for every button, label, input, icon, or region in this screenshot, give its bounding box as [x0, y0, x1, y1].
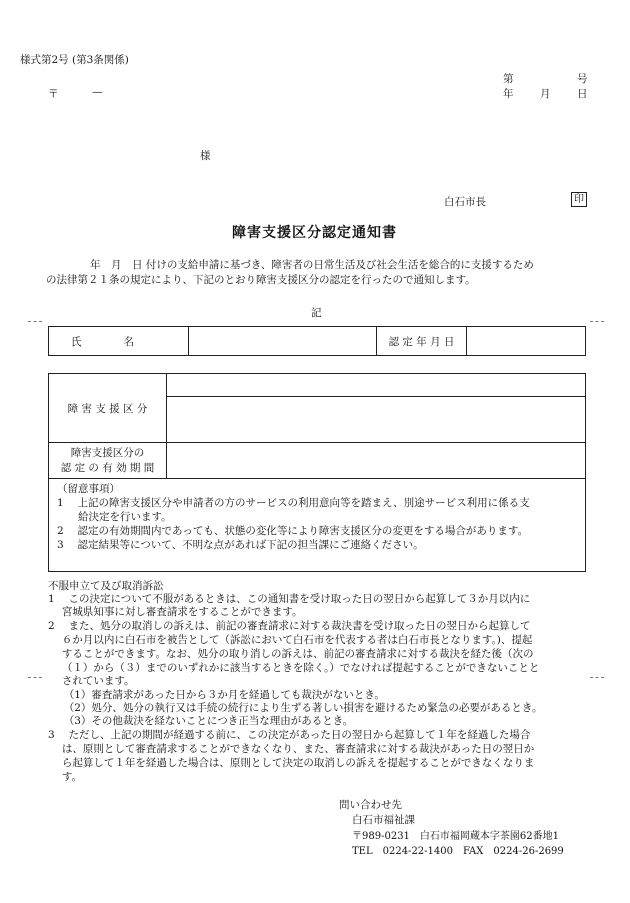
name-label: 氏 名: [49, 327, 189, 356]
date-year: 年: [503, 88, 514, 100]
contact-heading: 問い合わせ先: [339, 799, 402, 811]
fold-mark-left-bottom: [28, 677, 42, 678]
name-table: [48, 326, 586, 356]
objection-line-6: （１）から（３）までのいずれかに該当するときを除く。）でなければ提起することができないことと: [48, 662, 540, 674]
objection-line-1: 1 この決定について不服があるときは、この通知書を受け取った日の翌日から起算して３か月以内に: [48, 593, 531, 605]
objection-line-11: 3 ただし、上記の期間が経過する前に、この決定があった日の翌日から起算して１年を経過した場合: [48, 729, 531, 741]
valid-period-label: [49, 443, 167, 479]
contact-dept: 白石市福祉課: [352, 814, 415, 826]
main-table: [48, 373, 586, 479]
doc-number-go: 号: [577, 73, 588, 85]
fold-mark-right-top: [590, 321, 604, 322]
objection-heading: 不服申立て及び取消訴訟: [48, 580, 164, 592]
objection-line-14: す。: [48, 771, 82, 783]
seal-box: 印: [571, 192, 587, 207]
intro-line-2: の法律第２１条の規定により、下記のとおり障害支援区分の認定を行ったので通知します。: [46, 274, 476, 286]
postal-mark: 〒: [48, 88, 59, 100]
objection-line-4: ６か月以内に白石市を被告として（訴訟において白石市を代表する者は白石市長となります。)、提起: [48, 634, 533, 646]
objection-line-5: することができます。なお、処分の取り消しの訴えは、前記の審査請求に対する裁決を経た後（次の: [48, 648, 534, 660]
cert-date-label: 認 定 年 月 日: [377, 327, 467, 356]
doc-number-dai: 第: [503, 73, 514, 85]
valid-period-label-line-2: 認 定 の 有 効 期 間: [60, 461, 155, 474]
postal-dash: —: [92, 86, 103, 98]
date-month: 月: [540, 88, 551, 100]
objection-line-10: （3）その他裁決を経ないことにつき正当な理由があるとき。: [48, 715, 354, 727]
form-number: 様式第2号 (第3条関係): [20, 54, 129, 66]
support-category-value-2[interactable]: [167, 397, 586, 443]
notes-line-4: 3 認定結果等について、不明な点があれば下記の担当課にご連絡ください。: [57, 539, 424, 551]
notes-line-1: 1 上記の障害支援区分や申請者の方のサービスの利用意向等を踏まえ、別途サービス利用に係る支: [57, 497, 530, 509]
support-category-label: 障 害 支 援 区 分: [49, 374, 167, 443]
objection-line-8: （1）審査請求があった日から３か月を経過しても裁決がないとき。: [48, 689, 385, 701]
fold-mark-left-top: [28, 321, 42, 322]
cert-date-value-cell[interactable]: [467, 327, 586, 356]
fold-mark-right-bottom: [590, 677, 604, 678]
notes-heading: （留意事項）: [57, 483, 120, 495]
support-category-value-1[interactable]: [167, 374, 586, 397]
objection-line-2: 宮城県知事に対し審査請求をすることができます。: [48, 606, 303, 618]
valid-period-value[interactable]: [167, 443, 586, 479]
issuer: 白石市長: [444, 196, 486, 208]
addressee-suffix: 様: [200, 150, 211, 162]
notes-line-2: 給決定を行います。: [57, 511, 172, 523]
contact-phone: TEL 0224-22-1400 FAX 0224-26-2699: [352, 846, 564, 857]
intro-line-1: 年 月 日 付けの支給申請に基づき、障害者の日常生活及び社会生活を総合的に支援するため: [90, 259, 534, 271]
valid-period-label-line-1: 障害支援区分の: [70, 446, 145, 459]
objection-line-3: 2 また、処分の取消しの訴えは、前記の審査請求に対する裁決書を受け取った日の翌日から起算して: [48, 620, 531, 632]
objection-line-13: ら起算して１年を経過した場合は、原則として決定の取消しの訴えを提起することができなくなりま: [48, 757, 535, 769]
notes-line-3: 2 認定の有効期間内であっても、状態の変化等により障害支援区分の変更をする場合があります。: [57, 525, 529, 537]
objection-line-9: （2）処分、処分の執行又は手続の続行により生ずる著しい損害を避けるため緊急の必要があるとき。: [48, 702, 543, 714]
objection-line-12: は、原則として審査請求することができなくなり、また、審査請求に対する裁決があった日の翌日か: [48, 743, 535, 755]
date-day: 日: [577, 88, 588, 100]
notes-box: [48, 478, 586, 572]
ki-heading: 記: [311, 307, 322, 319]
objection-line-7: されています。: [48, 675, 135, 687]
page-title: 障害支援区分認定通知書: [232, 225, 397, 241]
contact-address: 〒989-0231 白石市福岡蔵本字茶園62番地1: [352, 831, 560, 842]
name-value-cell[interactable]: [189, 327, 377, 356]
